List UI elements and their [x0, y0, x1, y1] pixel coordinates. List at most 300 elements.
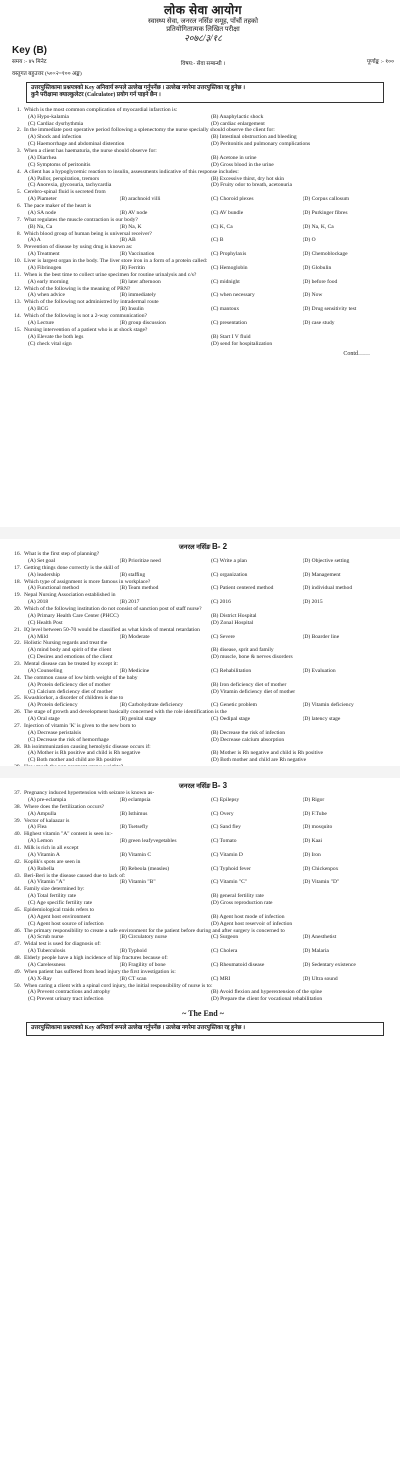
question-number: 9. — [16, 244, 21, 251]
answer-options — [12, 682, 394, 696]
answer-option: (D) F.Tube — [302, 810, 327, 817]
answer-options — [12, 914, 394, 928]
answer-options — [12, 634, 394, 641]
question-text: Beri-Beri is the disease caused due to lack of: — [24, 872, 126, 879]
answer-option: (B) Avoid flexion and hyperextension of the spine — [211, 989, 322, 996]
answer-option: (C) B — [211, 237, 224, 244]
page-2-header — [12, 539, 394, 551]
answer-option: (D) Ultra sound — [302, 975, 338, 982]
question-number: 39. — [14, 817, 21, 824]
answer-option: (A) Tuberculosis — [28, 948, 66, 955]
answer-options — [12, 134, 394, 148]
answer-option: (B) Anaphylactic shock — [211, 113, 264, 120]
answer-option: (B) CT scan — [119, 975, 147, 982]
answer-option: (A) Carelessness — [28, 961, 66, 968]
question-item — [12, 983, 394, 1004]
continued-label: Contd…… — [343, 351, 370, 358]
question-item — [12, 709, 394, 723]
question-text: A client has a hypoglycemic reaction to insulin, assessments indicative of this response includes: — [24, 168, 239, 175]
answer-option: (A) Lecture — [28, 319, 55, 326]
question-text: Which blood group of human being is universal receiver? — [24, 230, 152, 237]
answer-option: (D) Gross reproduction rate — [211, 900, 273, 906]
answer-option: (A) Protein deficiency — [28, 702, 78, 709]
answer-option: (C) MRI — [211, 975, 231, 982]
answer-option: (A) Vitamin A — [28, 851, 60, 858]
subject-line: विषय:- सेवा सम्बन्धी । — [180, 60, 226, 67]
question-stem — [12, 969, 394, 976]
answer-option: (A) Set goal — [28, 557, 56, 564]
question-stem — [12, 127, 394, 134]
answer-option: (D) Na, K, Ca — [302, 223, 334, 230]
answer-option: (D) Purkinger fibres — [302, 209, 348, 216]
answer-option: (A) Shock and infection — [28, 134, 82, 141]
answer-option: (D) Decrease calcium absorption — [211, 736, 285, 743]
answer-options — [12, 558, 394, 565]
answer-options — [12, 948, 394, 955]
answer-option: (D) Fruity odor to breath, acetonuria — [211, 182, 293, 189]
answer-option: (A) Primary Health Care Center (PHCC) — [28, 612, 119, 619]
answer-option: (B) genital stage — [119, 716, 157, 722]
question-number: 50. — [14, 982, 21, 989]
question-number: 37. — [14, 790, 21, 796]
answer-option: (D) Management — [302, 571, 341, 578]
question-text: Cerebro-spinal fluid is secreted from — [24, 189, 106, 196]
answer-option: (A) Ampulla — [28, 810, 57, 817]
instruction-box — [26, 82, 384, 103]
answer-option: (A) Total fertility rate — [28, 893, 77, 900]
question-stem — [12, 744, 394, 751]
question-text: Kwashiorkor, a disorder of children is due to — [24, 695, 124, 702]
answer-option: (C) presentation — [211, 319, 247, 326]
question-stem — [12, 272, 394, 279]
answer-option: (C) 2016 — [211, 599, 231, 606]
exam-page-2 — [0, 539, 400, 766]
answer-options — [12, 320, 394, 327]
answer-options — [12, 730, 394, 744]
answer-option: (D) Both mother and child are Rh negative — [211, 757, 307, 764]
footer-key-notice: उत्तरपुस्तिकामा प्रश्नपत्रको Key अनिवार्य रूपले उल्लेख गर्नुपर्नेछ । उल्लेख नगरेमा उत्तरपुस्तिका रद्द हुनेछ । — [31, 1025, 246, 1032]
answer-option: (C) Sand fley — [211, 824, 241, 831]
question-number: 10. — [14, 258, 21, 265]
question-number: 21. — [14, 626, 21, 633]
question-stem — [12, 886, 394, 893]
question-stem — [12, 606, 394, 613]
question-text: Epidemiological traids refers to — [24, 906, 95, 913]
question-stem — [12, 845, 394, 852]
question-text: When caring a client with a spinal cord injury, the initial responsibility of nurse is to: — [24, 982, 213, 989]
question-number: 41. — [14, 845, 21, 851]
question-item — [12, 969, 394, 983]
question-number: 27. — [14, 722, 21, 729]
question-text: Where does the fertilization occurs? — [24, 803, 105, 810]
question-item — [12, 790, 394, 804]
question-text: IQ level between 50-70 would be classified as what kinds of mental retardation — [24, 626, 200, 633]
answer-option: (D) latency stage — [302, 716, 341, 722]
question-text: When a client has haematuria, the nurse should observe for: — [24, 148, 157, 155]
answer-option: (C) Anorexia, glycosuria, tachycardia — [28, 182, 112, 189]
question-stem — [12, 565, 394, 572]
answer-options — [12, 750, 394, 764]
answer-option: (D) Kaai — [302, 838, 323, 845]
answer-option: (B) AB — [119, 237, 136, 244]
answer-option: (A) Rubella — [28, 865, 55, 872]
answer-option: (B) Tsetsefly — [119, 824, 149, 831]
answer-options — [12, 811, 394, 818]
answer-option: (C) Oedipal stage — [211, 716, 251, 722]
answer-option: (A) mind body and spirit of the client — [28, 647, 112, 654]
answer-options — [12, 613, 394, 627]
question-stem — [12, 258, 394, 265]
answer-options — [12, 599, 394, 606]
question-item — [12, 217, 394, 231]
question-list-section-3 — [12, 790, 394, 1003]
question-text: The pace maker of the heart is — [24, 203, 92, 210]
commission-title: लोक सेवा आयोग — [164, 3, 242, 17]
answer-option: (B) staffing — [119, 571, 146, 578]
answer-option: (C) Choroid plexes — [211, 196, 254, 203]
question-item — [12, 579, 394, 593]
answer-option: (A) Vitamin "A" — [28, 879, 65, 886]
question-number: 19. — [14, 592, 21, 599]
answer-option: (D) Vitamin "D" — [302, 879, 340, 886]
question-number: 20. — [14, 606, 21, 612]
question-text — [24, 764, 394, 766]
question-number: 3. — [16, 148, 21, 155]
answer-options — [12, 797, 394, 804]
answer-options — [12, 893, 394, 907]
answer-option: (B) AV node — [119, 209, 148, 216]
answer-option: (A) Agent host environment — [28, 913, 91, 920]
answer-option: (A) Diarrhea — [28, 154, 57, 161]
answer-options — [12, 668, 394, 675]
answer-option: (B) arachnoid villi — [119, 196, 161, 203]
instruction-calculator-notice: कुनै परीक्षामा क्याल्कुलेटर (Calculator) प्रयोग गर्न पाइने छैन । — [31, 92, 161, 99]
question-item — [12, 695, 394, 709]
answer-option: (B) Team method — [119, 585, 159, 592]
question-item — [12, 859, 394, 873]
question-stem — [12, 640, 394, 647]
answer-option: (C) Genetic problem — [211, 702, 257, 709]
question-stem — [12, 148, 394, 155]
answer-option: (B) group discussion — [119, 319, 166, 326]
question-number: 5. — [16, 189, 21, 196]
page-break — [0, 766, 400, 778]
answer-option: (B) Ferritin — [119, 264, 145, 271]
question-stem — [12, 790, 394, 797]
answer-option: (B) Vaccination — [119, 251, 155, 258]
page-3-header — [12, 778, 394, 790]
question-text: When is the best time to collect urine specimen for routine urinalysis and c/s? — [24, 271, 197, 278]
answer-option: (D) Evaluation — [302, 667, 336, 674]
answer-options — [12, 210, 394, 217]
question-number: 7. — [16, 216, 21, 223]
question-item — [12, 873, 394, 887]
answer-option: (D) Vitamin deficiency diet of mother — [211, 688, 296, 695]
answer-option: (D) case study — [302, 319, 335, 326]
question-text: Holistic Nursing regards and treat the — [24, 640, 108, 647]
question-text: Elderly people have a high incidence of hip fractures because of: — [24, 955, 168, 961]
page-2-group-title: जनरल नर्सिङ — [178, 544, 211, 551]
answer-option: (C) Decrease the risk of hemorrhage — [28, 736, 109, 743]
question-text: What regulates the muscle contraction is our body? — [24, 216, 138, 223]
answer-option: (B) immediately — [119, 292, 157, 299]
question-item — [12, 107, 394, 128]
question-text: Which type of assignment is more famous in workplace? — [24, 578, 151, 585]
answer-option: (A) Flea — [28, 824, 47, 831]
exam-header — [12, 0, 394, 44]
question-number: 4. — [16, 168, 21, 175]
question-stem — [12, 907, 394, 914]
answer-option: (D) Corpus callosum — [302, 196, 350, 203]
answer-option: (D) Sedentary existence — [302, 961, 356, 968]
question-number: 18. — [14, 578, 21, 585]
answer-option: (B) Rebeola (measles) — [119, 865, 170, 872]
question-item — [12, 327, 394, 348]
answer-option: (B) Mother is Rh negative and child is Rh positive — [211, 750, 324, 757]
answer-option: (D) Gross blood in the urine — [211, 161, 274, 168]
answer-options — [12, 155, 394, 169]
question-stem — [12, 831, 394, 838]
answer-option: (A) Lemon — [28, 838, 53, 845]
answer-options — [12, 224, 394, 231]
question-item — [12, 928, 394, 942]
answer-option: (A) Scrub nurse — [28, 934, 64, 941]
question-item — [12, 551, 394, 565]
answer-option: (D) cardiac enlargement — [211, 120, 265, 127]
question-stem — [12, 107, 394, 114]
answer-key-label: Key (B) — [12, 44, 48, 56]
answer-option: (D) Rigor — [302, 796, 325, 803]
question-item — [12, 148, 394, 169]
question-item — [12, 661, 394, 675]
answer-option: (D) before food — [302, 278, 338, 285]
exam-type-line: प्रतियोगितात्मक लिखित परीक्षा — [166, 25, 240, 33]
answer-option: (C) Calcium deficiency diet of mother — [28, 688, 113, 695]
answer-option: (A) when advice — [28, 292, 65, 299]
answer-option: (A) A — [28, 237, 41, 244]
question-text: Which of the following is not a 2-way communication? — [24, 313, 147, 320]
answer-option: (D) mosquito — [302, 824, 333, 831]
question-text: Injection of vitamin 'K' is given to the new born to — [24, 722, 136, 729]
answer-options — [12, 838, 394, 845]
answer-option: (B) Vitamin C — [119, 851, 152, 858]
answer-option: (C) AV bundle — [211, 209, 244, 216]
end-marker: ~ The End ~ — [182, 1009, 224, 1019]
answer-options — [12, 989, 394, 1003]
question-text: Liver is largest organ in the body. The liver store iron in a form of a protein called: — [24, 258, 208, 265]
answer-option: (B) Fragility of bone — [119, 961, 166, 968]
answer-option: (D) Iron — [302, 851, 321, 858]
question-number: 28. — [14, 743, 21, 750]
answer-option: (D) Peritonitis and pulmonary complications — [211, 141, 311, 148]
answer-option: (B) Agent host mode of infection — [211, 913, 285, 920]
answer-option: (A) Prevent contractions and atrophy — [28, 989, 111, 996]
question-stem — [12, 592, 394, 599]
answer-option: (D) Now — [302, 292, 323, 299]
answer-option: (B) Circulatory nurse — [119, 934, 167, 941]
answer-option: (B) Vitamin "B" — [119, 879, 156, 886]
question-number: 43. — [14, 872, 21, 879]
question-number: 45. — [14, 906, 21, 913]
answer-option: (C) Both mother and child are Rh positive — [28, 757, 122, 764]
answer-option: (B) general fertility rate — [211, 893, 264, 900]
question-text: Getting things done correctly is the skill of — [24, 564, 120, 571]
question-stem — [12, 551, 394, 558]
answer-option: (C) check vital sign — [28, 340, 72, 347]
exam-date: २०७८/३/१८ — [184, 33, 222, 44]
answer-option: (A) Oral stage — [28, 716, 60, 722]
question-number: 25. — [14, 695, 21, 702]
question-stem — [12, 709, 394, 716]
exam-page-3 — [0, 778, 400, 1084]
question-number: 17. — [14, 564, 21, 571]
question-item — [12, 831, 394, 845]
question-stem — [12, 327, 394, 334]
question-number: 1. — [16, 106, 21, 113]
question-number: 8. — [16, 230, 21, 237]
answer-options — [12, 265, 394, 272]
answer-option: (B) Medicine — [119, 667, 150, 674]
question-number: 46. — [14, 927, 21, 934]
question-text: Highest vitamin "A" content is seen in:- — [24, 831, 113, 838]
question-text: Which of the following is the meaning of PRN? — [24, 285, 131, 292]
answer-option: (C) Write a plan — [211, 557, 247, 564]
answer-option: (D) Vitamin deficiency — [302, 702, 354, 709]
answer-option: (A) Elevate the both legs — [28, 333, 84, 340]
question-text: When patient has suffered from head injury the first investigation is: — [24, 968, 176, 975]
question-list-section-1 — [12, 107, 394, 348]
question-text: Pregnancy induced hypertension with seizure is known as- — [24, 790, 155, 796]
answer-option: (C) Rehabilitation — [211, 667, 252, 674]
answer-option: (B) Moderate — [119, 633, 150, 640]
answer-option: (A) leadership — [28, 571, 60, 578]
answer-options — [12, 976, 394, 983]
question-type-line: वस्तुगत बहुउत्तर (५०×२=१०० अङ्क) — [12, 70, 82, 77]
answer-option: (D) Drug sensitivity test — [302, 306, 357, 313]
answer-option: (C) Age specific fertility rate — [28, 900, 93, 906]
answer-options — [12, 852, 394, 859]
question-item — [12, 955, 394, 969]
question-text: Koplik's spots are seen in — [24, 858, 81, 865]
answer-option: (B) Decrease the risk of infection — [211, 729, 286, 736]
question-item — [12, 845, 394, 859]
question-item — [12, 286, 394, 300]
question-item — [12, 244, 394, 258]
question-stem — [12, 169, 394, 176]
answer-option: (A) pre-eclampia — [28, 796, 67, 803]
question-item — [12, 313, 394, 327]
question-number: 6. — [16, 203, 21, 210]
question-item — [12, 886, 394, 907]
question-number: 11. — [14, 271, 21, 278]
answer-option: (D) Zonal Hospital — [211, 619, 254, 626]
question-number: 15. — [14, 326, 21, 333]
question-number: 12. — [14, 285, 21, 292]
question-stem — [12, 231, 394, 238]
question-item — [12, 640, 394, 661]
question-number: 42. — [14, 858, 21, 865]
answer-option: (B) Na, Ca — [28, 223, 53, 230]
answer-option: (C) Epilepsy — [211, 796, 240, 803]
answer-option: (D) Chemoblockage — [302, 251, 348, 258]
question-number: 16. — [14, 551, 21, 557]
answer-option: (C) Prevent urinary tract infection — [28, 996, 104, 1003]
answer-options — [12, 176, 394, 190]
answer-option: (B) green leafyvegetables — [119, 838, 177, 845]
answer-option: (C) organization — [211, 571, 248, 578]
answer-option: (B) 2017 — [119, 599, 140, 606]
question-item — [12, 723, 394, 744]
answer-option: (A) SA node — [28, 209, 57, 216]
question-text: Which of the following institution do not consist of sanction post of staff nurse? — [24, 606, 202, 612]
time-allowed: समय :- ४५ मिनेट — [12, 58, 47, 65]
question-stem — [12, 299, 394, 306]
question-stem — [12, 941, 394, 948]
question-number: 22. — [14, 640, 21, 647]
answer-option: (C) Hemoglobin — [211, 264, 248, 271]
answer-option: (D) O — [302, 237, 316, 244]
question-item — [12, 272, 394, 286]
question-text: Vector of kalaazar is — [24, 817, 70, 824]
answer-option: (D) individual method — [302, 585, 353, 592]
question-text: Prevention of disease by using drug is known as: — [24, 244, 133, 251]
question-text: Which of the following not administred by intradermal route — [24, 299, 159, 306]
answer-option: (C) Overy — [211, 810, 234, 817]
answer-option: (B) Insulin — [119, 306, 144, 313]
page-break — [0, 527, 400, 539]
question-number: 14. — [14, 313, 21, 320]
question-stem — [12, 675, 394, 682]
answer-option: (A) Piameter — [28, 196, 57, 203]
question-number: 44. — [14, 886, 21, 893]
question-item — [12, 675, 394, 696]
answer-option: (D) Globulin — [302, 264, 332, 271]
answer-options — [12, 824, 394, 831]
answer-option: (B) eclampsia — [119, 796, 151, 803]
answer-option: (A) X-Ray — [28, 975, 52, 982]
question-stem — [12, 286, 394, 293]
answer-option: (C) Cholera — [211, 948, 238, 955]
question-stem — [12, 983, 394, 990]
question-stem — [12, 818, 394, 825]
question-text: The common cause of low birth weight of the baby — [24, 674, 138, 681]
answer-option: (B) disease, sprit and family — [211, 647, 274, 654]
question-number: 47. — [14, 941, 21, 948]
question-item — [12, 565, 394, 579]
question-number: 26. — [14, 709, 21, 716]
answer-option: (C) Symptoms of peritonitis — [28, 161, 91, 168]
answer-option: (A) Mild — [28, 633, 48, 640]
page-3-code: B- 3 — [211, 781, 228, 790]
answer-options — [12, 334, 394, 348]
question-text: Widal test is used for diagnosis of: — [24, 941, 101, 948]
question-stem — [12, 661, 394, 668]
answer-option: (A) BCG — [28, 306, 49, 313]
question-number: 13. — [14, 299, 21, 306]
question-number: 2. — [16, 127, 21, 134]
answer-option: (D) Anesthetist — [302, 934, 337, 941]
answer-option: (C) Cardiac dysrhythmia — [28, 120, 84, 127]
answer-option: (A) 2018 — [28, 599, 49, 606]
answer-option: (A) Counseling — [28, 667, 63, 674]
question-number: 23. — [14, 661, 21, 667]
answer-option: (D) Agent host reservoir of infection — [211, 920, 293, 927]
answer-options — [12, 114, 394, 128]
answer-option: (D) Boarder line — [302, 633, 340, 640]
question-stem — [12, 695, 394, 702]
service-group-line: स्वास्थ्य सेवा, जनरल नर्सिङ समूह, पाँचौं तहको — [147, 17, 259, 25]
question-item — [12, 606, 394, 627]
